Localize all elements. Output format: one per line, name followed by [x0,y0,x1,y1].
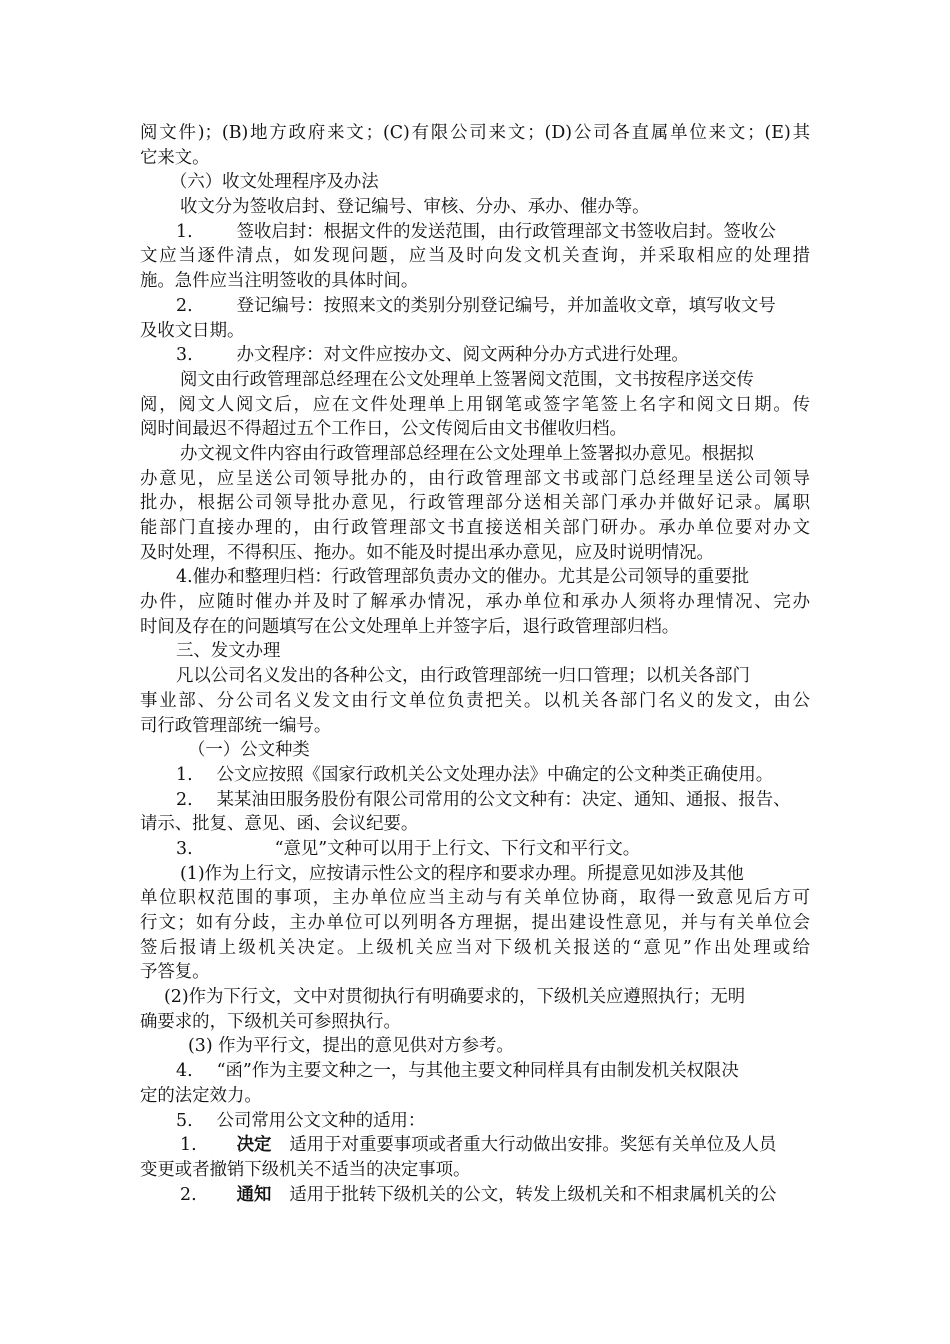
text-line: 它来文。 [140,147,210,168]
item-text: “函”作为主要文种之一，与其他主要文种同样具有由制发机关权限决 [216,1061,739,1082]
text-line: 施。急件应当注明签收的具体时间。 [140,271,419,292]
text-line: 及收文日期。 [140,320,245,341]
text-line: 司行政管理部统一编号。 [140,715,332,736]
item-text: 某某油田服务股份有限公司常用的公文文种有：决定、通知、通报、报告、 [216,789,791,810]
item-number: 4. [176,1061,193,1082]
text-line: 阅，阅文人阅文后，应在文件处理单上用钢笔或签字笔签上名字和阅文日期。传 [140,394,810,415]
list-item [140,294,810,319]
item-number: 5. [176,1110,193,1131]
text-line: (3) 作为平行文，提出的意见供对方参考。 [188,1036,514,1057]
item-number: 1. [176,221,193,242]
section-heading: 三、发文办理 [176,641,281,662]
item-text: 登记编号：按照来文的类别分别登记编号，并加盖收文章，填写收文号 [236,295,776,316]
list-item [140,837,810,862]
text-line: 批办，根据公司领导批办意见，行政管理部分送相关部门承办并做好记录。属职 [140,493,810,514]
list-item [140,1183,810,1208]
text-line: 行文；如有分歧，主办单位可以列明各方理据，提出建设性意见，并与有关单位会 [140,913,810,933]
list-item [140,1133,810,1158]
item-number: 2. [180,1184,197,1205]
item-text: 办文程序：对文件应按办文、阅文两种分办方式进行处理。 [236,345,689,366]
text-line: 请示、批复、意见、函、会议纪要。 [140,814,419,835]
text-line: 能部门直接办理的，由行政管理部文书直接送相关部门研办。承办单位要对办文 [140,518,810,538]
list-item [140,220,810,245]
text-line: 办件，应随时催办并及时了解承办情况，承办单位和承办人须将办理情况、完办 [140,592,810,613]
list-item [140,788,810,813]
item-text: 公文应按照《国家行政机关公文处理办法》中确定的公文种类正确使用。 [216,764,774,785]
item-number: 1. [180,1135,197,1156]
term-label: 决定 [236,1135,272,1156]
text-line: 单位职权范围的事项，主办单位应当主动与有关单位协商，取得一致意见后方可 [140,888,810,909]
item-number: 1. [176,764,193,785]
text-line: 签后报请上级机关决定。上级机关应当对下级机关报送的“意见”作出处理或给 [140,937,810,958]
text-line: 阅文由行政管理部总经理在公文处理单上签署阅文范围，文书按程序送交传 [180,369,754,390]
list-item [140,1059,810,1084]
text-line: 办文视文件内容由行政管理部总经理在公文处理单上签署拟办意见。根据拟 [180,443,754,464]
text-line: 阅文件)；(B)地方政府来文；(C)有限公司来文；(D)公司各直属单位来文；(E)其 [140,123,810,143]
text-line: 阅时间最迟不得超过五个工作日，公文传阅后由文书催收归档。 [140,419,627,440]
section-heading: （六）收文处理程序及办法 [170,172,379,193]
item-text: 公司常用公文文种的适用： [216,1110,426,1131]
item-number: 2. [176,789,193,810]
text-line: 时间及存在的问题填写在公文处理单上并签字后，退行政管理部归档。 [140,616,680,637]
item-number: 3. [176,345,193,366]
text-line: 4.催办和整理归档：行政管理部负责办文的催办。尤其是公司领导的重要批 [176,567,750,588]
item-text: 签收启封：根据文件的发送范围，由行政管理部文书签收启封。签收公 [236,221,776,242]
list-item [140,343,810,368]
text-line: 事业部、分公司名义发文由行文单位负责把关。以机关各部门名义的发文，由公 [140,690,810,711]
item-text: “意见”文种可以用于上行文、下行文和平行文。 [274,838,641,859]
list-item [140,763,810,788]
text-line: 变更或者撤销下级机关不适当的决定事项。 [140,1159,471,1180]
item-text: 适用于对重要事项或者重大行动做出安排。奖惩有关单位及人员 [289,1135,777,1156]
item-number: 3. [176,838,193,859]
text-line: 予答复。 [140,962,210,983]
section-heading: （一）公文种类 [188,740,310,761]
item-number: 2. [176,295,193,316]
text-line: 收文分为签收启封、登记编号、审核、分办、承办、催办等。 [180,197,650,218]
text-line: 定的法定效力。 [140,1085,262,1106]
text-line: (1)作为上行文，应按请示性公文的程序和要求办理。所提意见如涉及其他 [180,863,744,884]
text-line: 确要求的，下级机关可参照执行。 [140,1011,401,1032]
text-line: (2)作为下行文，文中对贯彻执行有明确要求的，下级机关应遵照执行；无明 [164,987,746,1008]
item-text: 适用于批转下级机关的公文，转发上级机关和不相隶属机关的公 [289,1184,777,1205]
text-line: 及时处理，不得积压、拖办。如不能及时提出承办意见，应及时说明情况。 [140,542,714,563]
document-page [140,121,810,1207]
text-line: 文应当逐件清点，如发现问题，应当及时向发文机关查询，并采取相应的处理措 [140,246,810,267]
text-line: 凡以公司名义发出的各种公文，由行政管理部统一归口管理；以机关各部门 [176,666,750,687]
term-label: 通知 [236,1184,272,1205]
list-item [140,1109,810,1134]
text-line: 办意见，应呈送公司领导批办的，由行政管理部文书或部门总经理呈送公司领导 [140,468,810,489]
